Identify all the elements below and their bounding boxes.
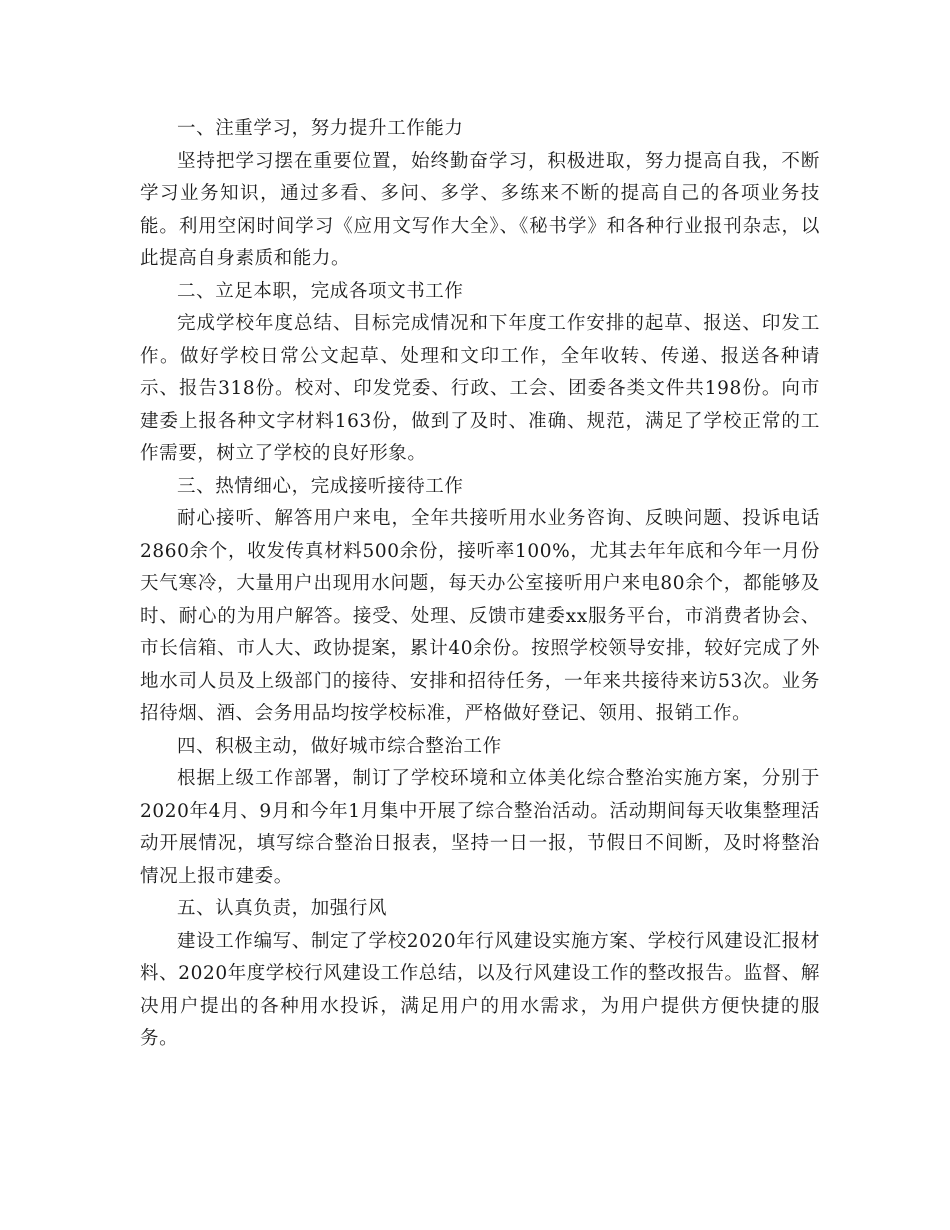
section-paragraph-4: 根据上级工作部署，制订了学校环境和立体美化综合整治实施方案，分别于2020年4月、9月和今年1月集中开展了综合整治活动。活动期间每天收集整理活动开展情况，填写综合整治日报表，坚持一日一报，节假日不间断，及时将整治情况上报市建委。 xyxy=(140,768,820,887)
section-paragraph-3: 耐心接听、解答用户来电，全年共接听用水业务咨询、反映问题、投诉电话2860余个，收发传真材料500余份，接听率100%，尤其去年年底和今年一月份天气寒冷，大量用户出现用水问题，每天办公室接听用户来电80余个，都能够及时、耐心的为用户解答。接受、处理、反馈市建委xx服务平台，市消费者协会、市长信箱、市人大、政协提案，累计40余份。按照学校领导安排，较好完成了外地水司人员及上级部门的接待、安排和招待任务，一年来共接待来访53次。业务招待烟、酒、会务用品均按学校标准，严格做好登记、领用、报销工作。 xyxy=(140,508,820,724)
section-paragraph-2: 完成学校年度总结、目标完成情况和下年度工作安排的起草、报送、印发工作。做好学校日常公文起草、处理和文印工作，全年收转、传递、报送各种请示、报告318份。校对、印发党委、行政、工会、团委各类文件共198份。向市建委上报各种文字材料163份，做到了及时、准确、规范，满足了学校正常的工作需要，树立了学校的良好形象。 xyxy=(140,313,820,464)
section-heading-3: 三、热情细心，完成接听接待工作 xyxy=(177,475,464,497)
section-heading-1: 一、注重学习，努力提升工作能力 xyxy=(177,118,464,139)
section-heading-4: 四、积极主动，做好城市综合整治工作 xyxy=(177,735,502,757)
section-paragraph-5: 建设工作编写、制定了学校2020年行风建设实施方案、学校行风建设汇报材料、2020年度学校行风建设工作总结，以及行风建设工作的整改报告。监督、解决用户提出的各种用水投诉，满足用户的用水需求，为用户提供方便快捷的服务。 xyxy=(140,930,820,1049)
section-heading-5: 五、认真负责，加强行风 xyxy=(177,898,388,919)
section-heading-2: 二、立足本职，完成各项文书工作 xyxy=(177,280,464,302)
section-paragraph-1: 坚持把学习摆在重要位置，始终勤奋学习，积极进取，努力提高自我，不断学习业务知识，通过多看、多问、多学、多练来不断的提高自己的各项业务技能。利用空闲时间学习《应用文写作大全》、《秘书学》和各种行业报刊杂志，以此提高自身素质和能力。 xyxy=(140,150,820,269)
document-body xyxy=(140,113,820,1056)
